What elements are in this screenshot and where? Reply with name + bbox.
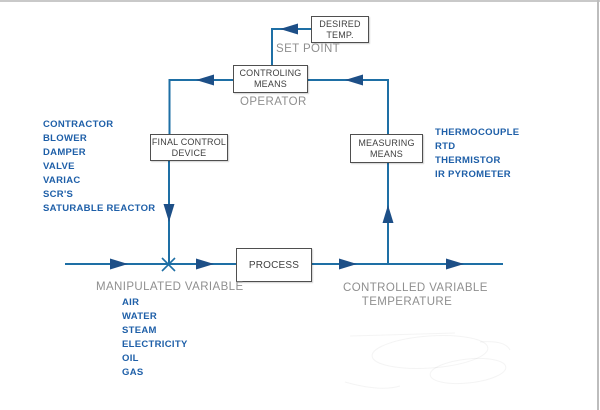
measuring-means-line2: MEANS [369, 148, 403, 159]
controlled-variable-label [343, 281, 488, 309]
arrowhead-right-controlled-2 [446, 259, 464, 270]
controlled-variable-line1: CONTROLLED VARIABLE [343, 282, 488, 294]
final-control-line2: DEVICE [171, 147, 207, 158]
wire-feedback [308, 80, 388, 134]
list-item: STEAM [122, 325, 157, 336]
measuring-means-line1: MEASURING [358, 137, 415, 148]
controlling-means-line2: MEANS [253, 79, 287, 89]
list-item: VARIAC [43, 175, 81, 186]
final-control-device-box [150, 134, 228, 161]
process-label: PROCESS [248, 259, 300, 271]
desired-temp-line1: DESIRED [319, 18, 361, 29]
final-control-examples-list [43, 118, 155, 216]
measuring-means-box [350, 134, 423, 163]
process-box [236, 248, 312, 282]
arrowhead-left-setpoint [280, 24, 298, 35]
arrowhead-right-controlled-1 [339, 259, 357, 270]
list-item: GAS [122, 367, 144, 378]
list-item: SCR'S [43, 189, 74, 200]
desired-temp-line2: TEMP. [326, 29, 354, 40]
final-control-line1: FINAL CONTROL [151, 136, 227, 147]
list-item: THERMOCOUPLE [435, 127, 520, 138]
controlled-variable-line2: TEMPERATURE [361, 296, 453, 308]
arrowhead-left-control [196, 75, 214, 86]
list-item: ELECTRICITY [122, 339, 188, 350]
list-item: SATURABLE REACTOR [43, 203, 156, 214]
list-item: VALVE [43, 161, 75, 172]
measuring-examples-list [435, 126, 519, 182]
arrowhead-right-manipulated-1 [110, 259, 128, 270]
controlling-means-line1: CONTROLING [239, 68, 302, 78]
controlling-means-box [233, 65, 308, 93]
list-item: AIR [122, 297, 140, 308]
list-item: DAMPER [43, 147, 86, 158]
list-item: IR PYROMETER [435, 169, 511, 180]
arrowhead-up-measuring [383, 205, 394, 223]
wire-control-to-final [170, 80, 234, 134]
list-item: WATER [122, 311, 158, 322]
list-item: CONTRACTOR [43, 119, 114, 130]
desired-temp-box [311, 16, 369, 43]
arrowhead-right-manipulated-2 [196, 259, 214, 270]
arrowhead-left-feedback [345, 75, 363, 86]
list-item: THERMISTOR [435, 155, 501, 166]
manipulated-variable-label: MANIPULATED VARIABLE [96, 281, 244, 293]
list-item: OIL [122, 353, 139, 364]
arrowhead-down-final [164, 204, 175, 222]
set-point-label: SET POINT [276, 43, 341, 55]
manipulated-examples-list [122, 296, 188, 380]
operator-label: OPERATOR [240, 96, 307, 108]
list-item: BLOWER [43, 133, 88, 144]
watermark [345, 332, 510, 388]
list-item: RTD [435, 141, 456, 152]
